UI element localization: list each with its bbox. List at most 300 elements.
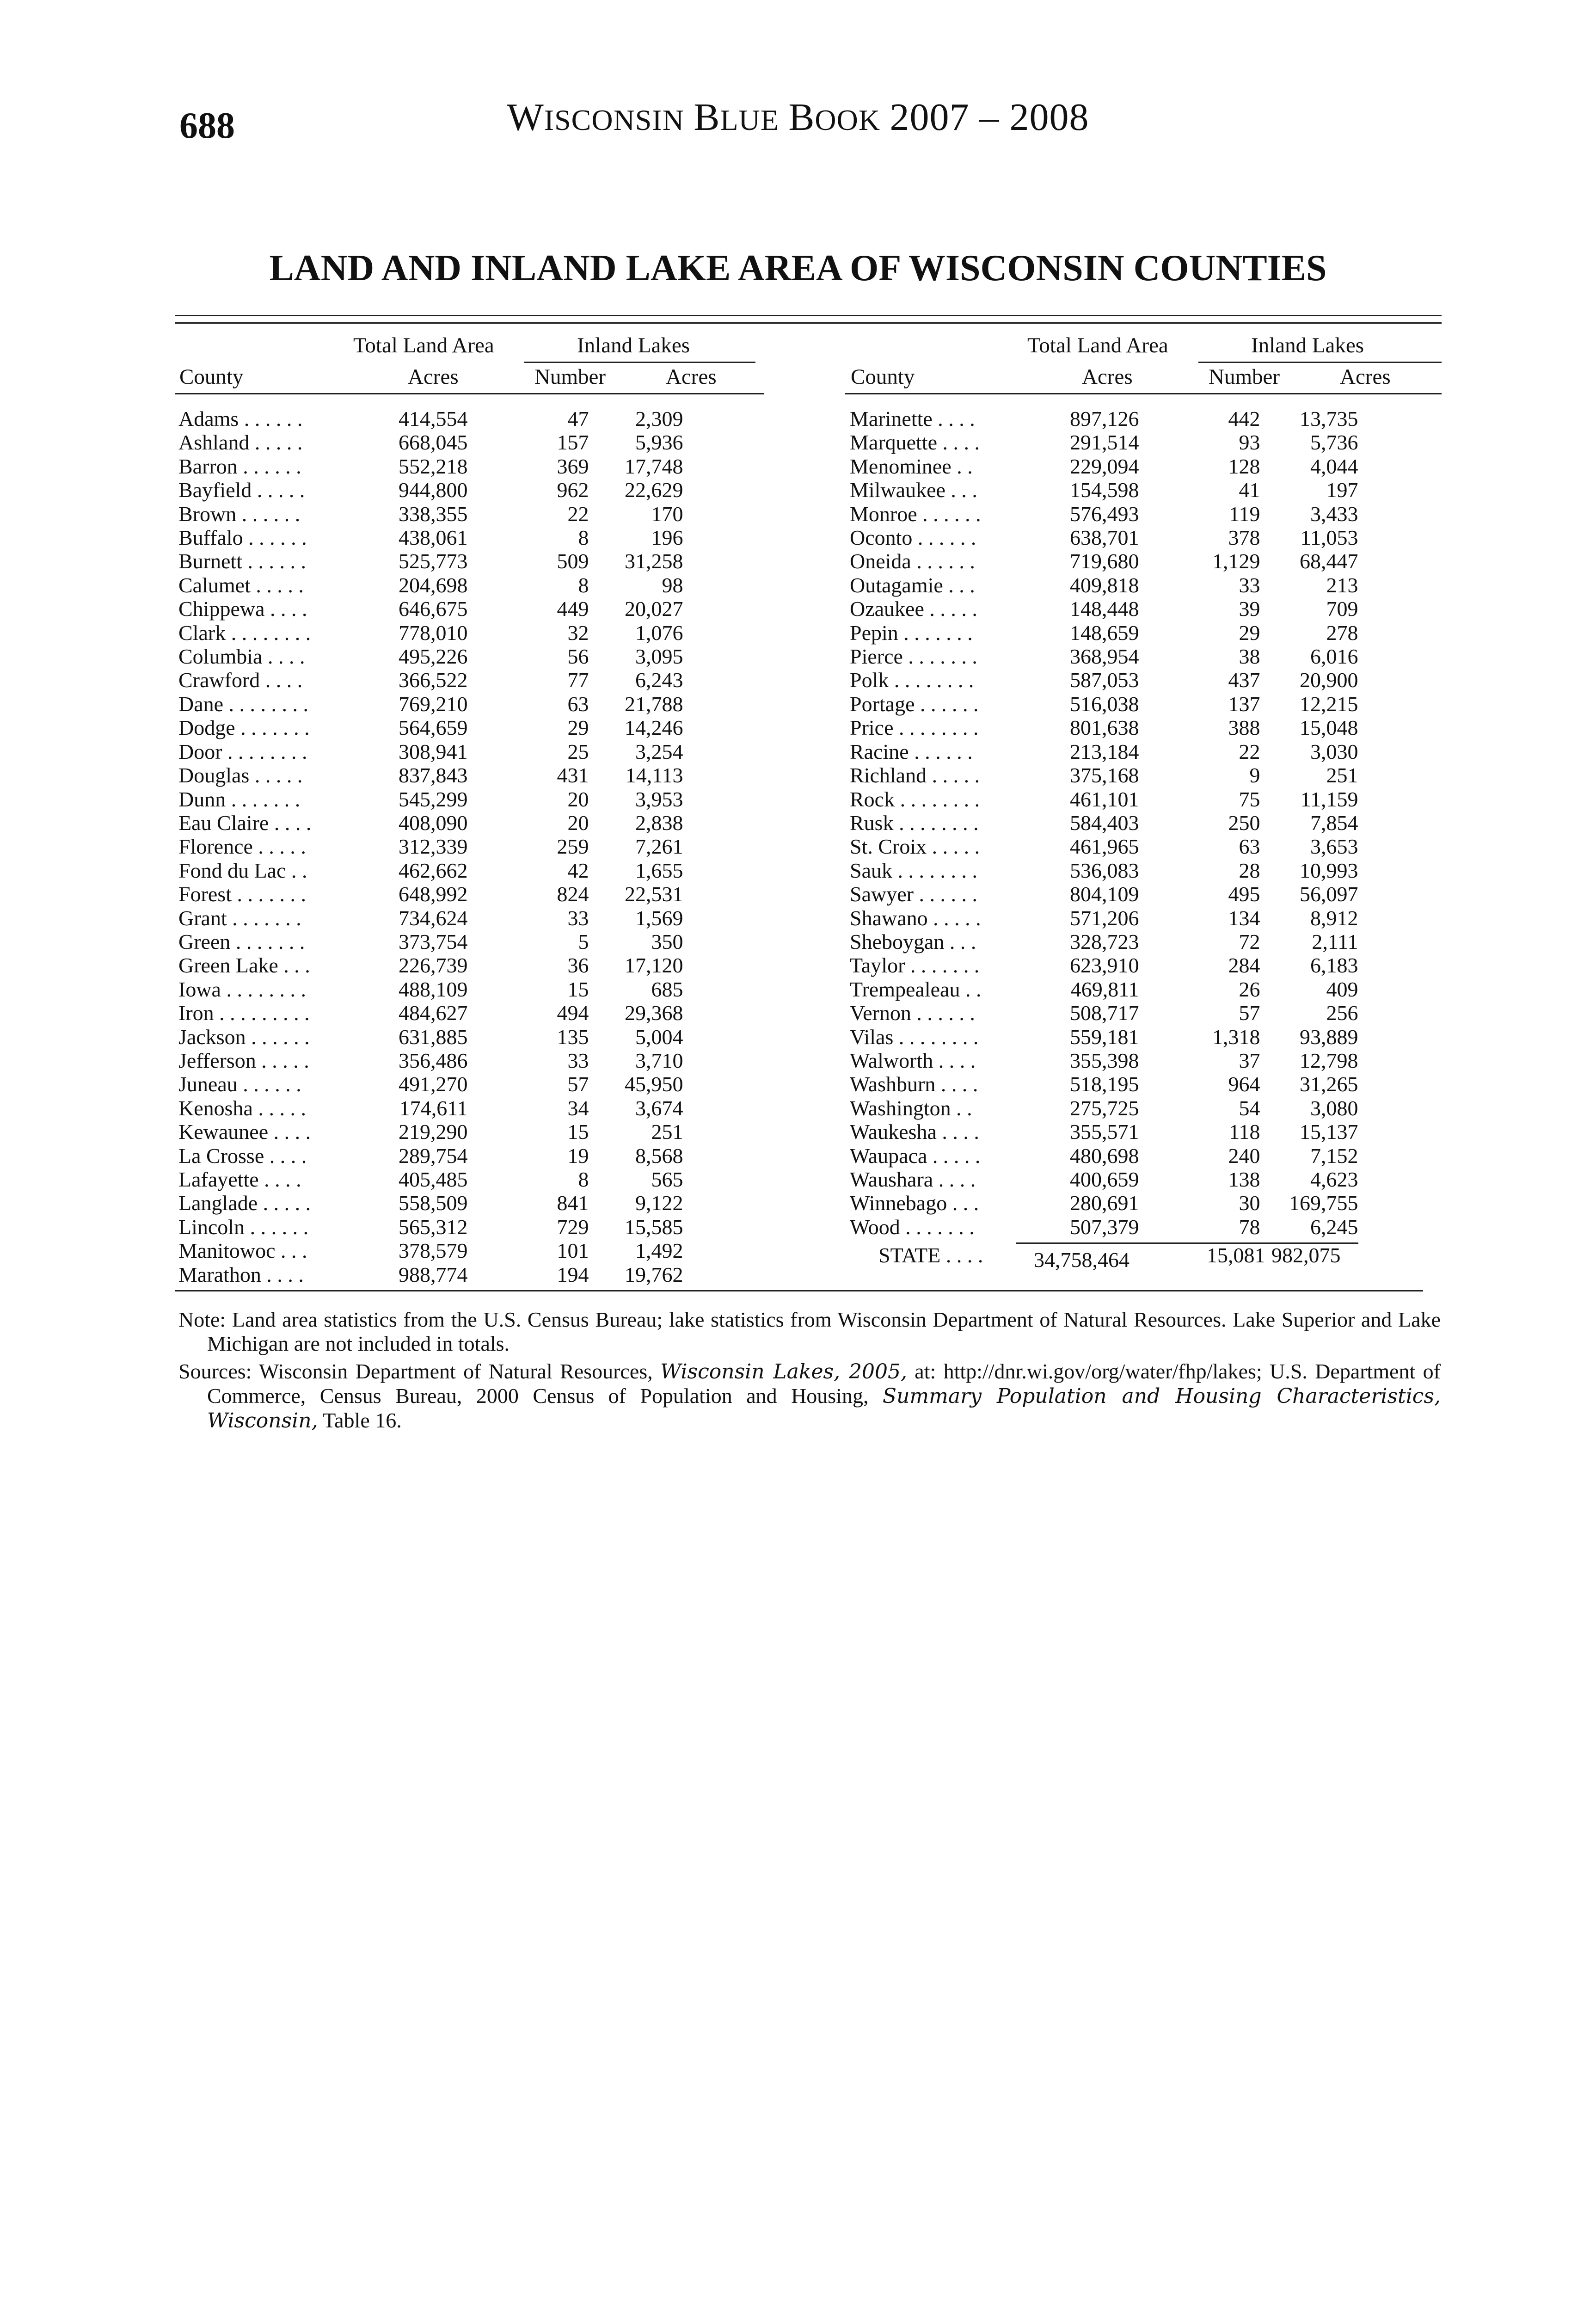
- table-row: [850, 526, 1358, 549]
- land-acres-cell: 508,717: [1070, 1001, 1139, 1025]
- land-acres-cell: 734,624: [399, 906, 468, 930]
- table-row: [178, 811, 683, 835]
- table-title: LAND AND INLAND LAKE AREA OF WISCONSIN COUNTIES: [269, 248, 1327, 289]
- county-cell: Menominee . .: [850, 454, 973, 478]
- land-acres-cell: 778,010: [399, 621, 468, 645]
- land-acres-cell: 148,448: [1070, 597, 1139, 621]
- lake-acres-cell: 709: [1326, 597, 1358, 621]
- land-acres-cell: 368,954: [1070, 645, 1139, 669]
- county-cell: Door . . . . . . . .: [178, 739, 307, 763]
- county-cell: Chippewa . . . .: [178, 597, 307, 621]
- land-acres-cell: 623,910: [1070, 953, 1139, 978]
- land-acres-cell: 204,698: [399, 573, 468, 597]
- table-row: [850, 1191, 1358, 1215]
- right-header-total-land-area: Total Land Area: [1027, 333, 1168, 357]
- lake-acres-cell: 98: [662, 573, 683, 597]
- lake-number-cell: 63: [1239, 835, 1260, 859]
- lake-number-cell: 30: [1239, 1191, 1260, 1215]
- lake-acres-cell: 3,080: [1310, 1096, 1358, 1120]
- lake-number-cell: 431: [557, 763, 589, 787]
- lake-acres-cell: 14,246: [625, 716, 683, 740]
- lake-acres-cell: 6,243: [635, 668, 683, 692]
- county-cell: Oconto . . . . . .: [850, 526, 976, 550]
- table-row: [850, 1025, 1358, 1049]
- table-row: [178, 455, 683, 478]
- table-row: [178, 502, 683, 526]
- land-acres-cell: 461,101: [1070, 787, 1139, 811]
- table-row: [850, 668, 1358, 692]
- lake-number-cell: 77: [567, 668, 589, 692]
- lake-number-cell: 33: [1239, 573, 1260, 597]
- left-header: [178, 333, 764, 397]
- lake-acres-cell: 11,053: [1300, 526, 1358, 550]
- table-row: [178, 953, 683, 977]
- right-header-county: County: [851, 365, 915, 389]
- county-cell: Clark . . . . . . . .: [178, 621, 311, 645]
- table-row: [850, 430, 1358, 454]
- table-row: [850, 1001, 1358, 1025]
- land-acres-cell: 484,627: [399, 1001, 468, 1025]
- lake-number-cell: 33: [567, 906, 589, 930]
- county-cell: Marquette . . . .: [850, 430, 980, 455]
- lake-number-cell: 54: [1239, 1096, 1260, 1120]
- lake-acres-cell: 9,122: [635, 1191, 683, 1215]
- lake-number-cell: 138: [1228, 1168, 1260, 1191]
- county-cell: Portage . . . . . .: [850, 692, 979, 716]
- table-row: [850, 1096, 1358, 1120]
- lake-acres-cell: 6,183: [1310, 953, 1358, 978]
- county-cell: Grant . . . . . . .: [178, 906, 301, 930]
- land-acres-cell: 559,181: [1070, 1025, 1139, 1049]
- lake-number-cell: 34: [567, 1096, 589, 1120]
- lake-number-cell: 29: [1239, 621, 1260, 645]
- lake-acres-cell: 213: [1326, 573, 1358, 597]
- table-row: [178, 1263, 683, 1286]
- lake-number-cell: 19: [567, 1144, 589, 1168]
- county-cell: Rusk . . . . . . . .: [850, 811, 979, 835]
- lake-number-cell: 5: [578, 929, 589, 953]
- county-cell: Waukesha . . . .: [850, 1120, 979, 1144]
- table-row: [178, 740, 683, 763]
- lake-acres-cell: 197: [1326, 478, 1358, 502]
- lake-number-cell: 134: [1228, 906, 1260, 930]
- lake-number-cell: 57: [567, 1072, 589, 1096]
- land-acres-cell: 291,514: [1070, 430, 1139, 455]
- land-acres-cell: 414,554: [399, 407, 468, 430]
- lake-acres-cell: 14,113: [625, 763, 683, 787]
- county-cell: Marathon . . . .: [178, 1262, 304, 1286]
- table-row: [850, 502, 1358, 526]
- table-row: [850, 882, 1358, 906]
- note-text: Note: Land area statistics from the U.S. Census Bureau; lake statistics from Wisconsin Department of Natural Resources. Lake Superior and Lake Michigan are not included in totals.: [178, 1308, 1441, 1355]
- land-acres-cell: 507,379: [1070, 1215, 1139, 1239]
- lake-acres-cell: 6,016: [1310, 645, 1358, 669]
- lake-acres-cell: 251: [651, 1120, 683, 1144]
- table-row: [178, 1049, 683, 1072]
- lake-acres-cell: 5,004: [635, 1025, 683, 1049]
- table-row: [850, 1215, 1358, 1239]
- lake-acres-cell: 251: [1326, 763, 1358, 787]
- lake-acres-cell: 409: [1326, 977, 1358, 1001]
- left-header-inland-rule: [524, 362, 755, 363]
- right-header-number: Number: [1209, 365, 1280, 389]
- table-row: [850, 763, 1358, 787]
- lake-acres-cell: 11,159: [1300, 787, 1358, 811]
- county-cell: Brown . . . . . .: [178, 502, 301, 526]
- lake-number-cell: 119: [1229, 502, 1260, 526]
- lake-number-cell: 29: [567, 716, 589, 740]
- table-row: [178, 978, 683, 1001]
- table-row: [178, 835, 683, 858]
- county-cell: Douglas . . . . .: [178, 763, 303, 787]
- running-head: [0, 98, 1596, 137]
- land-acres-cell: 516,038: [1070, 692, 1139, 716]
- lake-number-cell: 72: [1239, 929, 1260, 953]
- table-row: [178, 882, 683, 906]
- right-table-body: [850, 407, 1358, 1239]
- lake-acres-cell: 685: [651, 977, 683, 1001]
- lake-acres-cell: 4,623: [1310, 1168, 1358, 1191]
- land-acres-cell: 154,598: [1070, 478, 1139, 502]
- table-row: [850, 930, 1358, 953]
- lake-number-cell: 33: [567, 1048, 589, 1072]
- county-cell: Columbia . . . .: [178, 645, 305, 669]
- land-acres-cell: 801,638: [1070, 716, 1139, 740]
- lake-number-cell: 22: [1239, 739, 1260, 763]
- county-cell: Eau Claire . . . .: [178, 811, 312, 835]
- lake-number-cell: 56: [567, 645, 589, 669]
- land-acres-cell: 719,680: [1070, 549, 1139, 573]
- land-acres-cell: 356,486: [399, 1048, 468, 1072]
- lake-number-cell: 63: [567, 692, 589, 716]
- table-row: [850, 1072, 1358, 1096]
- lake-acres-cell: 169,755: [1289, 1191, 1358, 1215]
- sources-text: [178, 1359, 1441, 1433]
- lake-acres-cell: 170: [651, 502, 683, 526]
- land-acres-cell: 584,403: [1070, 811, 1139, 835]
- county-cell: Lincoln . . . . . .: [178, 1215, 309, 1239]
- lake-acres-cell: 17,120: [625, 953, 683, 978]
- table-row: [850, 573, 1358, 597]
- lake-acres-cell: 20,027: [625, 597, 683, 621]
- table-right-half: [850, 333, 1441, 1280]
- lake-acres-cell: 15,585: [625, 1215, 683, 1239]
- lake-number-cell: 509: [557, 549, 589, 573]
- table-row: [178, 906, 683, 930]
- land-acres-cell: 631,885: [399, 1025, 468, 1049]
- right-header-lake-acres: Acres: [1340, 365, 1391, 389]
- lake-acres-cell: 10,993: [1300, 858, 1358, 882]
- running-head-w2-cap: B: [694, 96, 720, 139]
- lake-number-cell: 494: [557, 1001, 589, 1025]
- county-cell: Dunn . . . . . . .: [178, 787, 301, 811]
- county-cell: Dodge . . . . . . .: [178, 716, 310, 740]
- county-cell: Jefferson . . . . .: [178, 1048, 309, 1072]
- county-cell: Vilas . . . . . . . .: [850, 1025, 979, 1049]
- lake-number-cell: 93: [1239, 430, 1260, 455]
- lake-acres-cell: 8,912: [1310, 906, 1358, 930]
- land-acres-cell: 275,725: [1070, 1096, 1139, 1120]
- lake-acres-cell: 3,030: [1310, 739, 1358, 763]
- lake-number-cell: 240: [1228, 1144, 1260, 1168]
- lake-number-cell: 75: [1239, 787, 1260, 811]
- right-header-acres: Acres: [1082, 365, 1133, 389]
- table-row: [850, 1120, 1358, 1144]
- land-acres-cell: 408,090: [399, 811, 468, 835]
- lake-acres-cell: 278: [1326, 621, 1358, 645]
- table-row: [178, 1001, 683, 1025]
- land-acres-cell: 571,206: [1070, 906, 1139, 930]
- lake-number-cell: 135: [557, 1025, 589, 1049]
- lake-number-cell: 437: [1228, 668, 1260, 692]
- right-header: [850, 333, 1441, 397]
- lake-number-cell: 42: [567, 858, 589, 882]
- lake-acres-cell: 565: [651, 1168, 683, 1191]
- table-row: [178, 645, 683, 668]
- land-acres-cell: 897,126: [1070, 407, 1139, 430]
- state-lake-number: 15,081: [1207, 1243, 1265, 1267]
- lake-number-cell: 284: [1228, 953, 1260, 978]
- lake-acres-cell: 56,097: [1300, 882, 1358, 906]
- land-acres-cell: 312,339: [399, 835, 468, 859]
- lake-acres-cell: 1,076: [635, 621, 683, 645]
- table-row: [178, 549, 683, 573]
- lake-acres-cell: 5,736: [1310, 430, 1358, 455]
- county-cell: Trempealeau . .: [850, 977, 982, 1001]
- lake-acres-cell: 3,674: [635, 1096, 683, 1120]
- land-acres-cell: 355,571: [1070, 1120, 1139, 1144]
- land-acres-cell: 558,509: [399, 1191, 468, 1215]
- table-top-rule-1: [175, 315, 1442, 316]
- table-row: [178, 716, 683, 739]
- table-row: [850, 645, 1358, 668]
- running-head-w1-cap: W: [507, 96, 544, 139]
- table-row: [850, 478, 1358, 502]
- land-acres-cell: 518,195: [1070, 1072, 1139, 1096]
- county-cell: Richland . . . . .: [850, 763, 980, 787]
- table-row: [178, 621, 683, 645]
- county-cell: Lafayette . . . .: [178, 1168, 301, 1191]
- land-acres-cell: 213,184: [1070, 739, 1139, 763]
- county-cell: Green Lake . . .: [178, 953, 310, 978]
- table-row: [178, 573, 683, 597]
- table-row: [850, 1049, 1358, 1072]
- lake-acres-cell: 22,531: [625, 882, 683, 906]
- left-data-table: [178, 407, 683, 1286]
- table-left-half: [178, 333, 764, 1286]
- land-acres-cell: 229,094: [1070, 454, 1139, 478]
- running-head-w1-rest: ISCONSIN: [544, 104, 684, 136]
- lake-number-cell: 32: [567, 621, 589, 645]
- county-cell: Taylor . . . . . . .: [850, 953, 980, 978]
- lake-number-cell: 8: [578, 573, 589, 597]
- table-row: [178, 407, 683, 430]
- land-acres-cell: 438,061: [399, 526, 468, 550]
- county-cell: Dane . . . . . . . .: [178, 692, 309, 716]
- table-row: [178, 668, 683, 692]
- land-acres-cell: 328,723: [1070, 929, 1139, 953]
- land-acres-cell: 536,083: [1070, 858, 1139, 882]
- lake-acres-cell: 29,368: [625, 1001, 683, 1025]
- county-cell: Vernon . . . . . .: [850, 1001, 975, 1025]
- county-cell: Adams . . . . . .: [178, 407, 303, 430]
- page-number: 688: [179, 105, 235, 146]
- lake-number-cell: 38: [1239, 645, 1260, 669]
- county-cell: Ashland . . . . .: [178, 430, 303, 455]
- lake-number-cell: 9: [1249, 763, 1260, 787]
- county-cell: Ozaukee . . . . .: [850, 597, 977, 621]
- lake-number-cell: 137: [1228, 692, 1260, 716]
- land-acres-cell: 375,168: [1070, 763, 1139, 787]
- lake-number-cell: 442: [1228, 407, 1260, 430]
- table-row: [850, 1144, 1358, 1168]
- state-lake-acres: 982,075: [1271, 1243, 1341, 1267]
- lake-number-cell: 128: [1228, 454, 1260, 478]
- table-row: [850, 811, 1358, 835]
- running-head-w3-cap: B: [788, 96, 815, 139]
- lake-acres-cell: 196: [651, 526, 683, 550]
- county-cell: Outagamie . . .: [850, 573, 975, 597]
- sources-title-2: Summary Population and Housing Characteristics, Wisconsin,: [207, 1384, 1441, 1433]
- lake-acres-cell: 15,048: [1300, 716, 1358, 740]
- lake-acres-cell: 19,762: [625, 1262, 683, 1286]
- lake-number-cell: 36: [567, 953, 589, 978]
- county-cell: Shawano . . . . .: [850, 906, 981, 930]
- table-notes: [178, 1308, 1441, 1437]
- county-cell: Buffalo . . . . . .: [178, 526, 307, 550]
- lake-number-cell: 729: [557, 1215, 589, 1239]
- running-head-w3-rest: OOK: [815, 104, 881, 136]
- land-acres-cell: 461,965: [1070, 835, 1139, 859]
- lake-acres-cell: 7,854: [1310, 811, 1358, 835]
- land-acres-cell: 564,659: [399, 716, 468, 740]
- lake-acres-cell: 1,655: [635, 858, 683, 882]
- county-cell: Iowa . . . . . . . .: [178, 977, 306, 1001]
- lake-acres-cell: 6,245: [1310, 1215, 1358, 1239]
- land-acres-cell: 400,659: [1070, 1168, 1139, 1191]
- sources-prefix: Sources: Wisconsin Department of Natural Resources,: [178, 1359, 660, 1383]
- county-cell: Waushara . . . .: [850, 1168, 976, 1191]
- land-acres-cell: 308,941: [399, 739, 468, 763]
- lake-number-cell: 369: [557, 454, 589, 478]
- right-header-inland-lakes: Inland Lakes: [1251, 333, 1364, 357]
- lake-acres-cell: 3,653: [1310, 835, 1358, 859]
- table-row: [178, 1191, 683, 1215]
- table-row: [850, 953, 1358, 977]
- table-row: [850, 859, 1358, 882]
- lake-acres-cell: 8,568: [635, 1144, 683, 1168]
- land-acres-cell: 378,579: [399, 1239, 468, 1263]
- county-cell: Pierce . . . . . . .: [850, 645, 977, 669]
- land-acres-cell: 462,662: [399, 858, 468, 882]
- table-bottom-rule: [175, 1290, 1423, 1291]
- lake-number-cell: 250: [1228, 811, 1260, 835]
- right-data-table: [850, 407, 1358, 1239]
- table-row: [178, 430, 683, 454]
- county-cell: Iron . . . . . . . . .: [178, 1001, 310, 1025]
- table-row: [178, 930, 683, 953]
- land-acres-cell: 174,611: [399, 1096, 468, 1120]
- land-acres-cell: 638,701: [1070, 526, 1139, 550]
- lake-number-cell: 101: [557, 1239, 589, 1263]
- county-cell: Polk . . . . . . . .: [850, 668, 974, 692]
- county-cell: Washburn . . . .: [850, 1072, 978, 1096]
- lake-number-cell: 194: [557, 1262, 589, 1286]
- table-row: [178, 1072, 683, 1096]
- table-row: [178, 526, 683, 549]
- lake-acres-cell: 2,111: [1312, 929, 1358, 953]
- land-acres-cell: 646,675: [399, 597, 468, 621]
- county-cell: Sauk . . . . . . . .: [850, 858, 977, 882]
- county-cell: Marinette . . . .: [850, 407, 975, 430]
- lake-number-cell: 8: [578, 526, 589, 550]
- lake-acres-cell: 31,265: [1300, 1072, 1358, 1096]
- lake-acres-cell: 3,710: [635, 1048, 683, 1072]
- county-cell: Price . . . . . . . .: [850, 716, 979, 740]
- county-cell: Oneida . . . . . .: [850, 549, 975, 573]
- lake-acres-cell: 93,889: [1300, 1025, 1358, 1049]
- table-row: [178, 597, 683, 621]
- lake-number-cell: 824: [557, 882, 589, 906]
- table-row: [850, 787, 1358, 811]
- lake-number-cell: 20: [567, 787, 589, 811]
- left-header-county: County: [179, 365, 244, 389]
- lake-number-cell: 449: [557, 597, 589, 621]
- county-cell: Crawford . . . .: [178, 668, 303, 692]
- land-acres-cell: 576,493: [1070, 502, 1139, 526]
- county-cell: Sheboygan . . .: [850, 929, 976, 953]
- table-row: [178, 1215, 683, 1239]
- county-cell: Forest . . . . . . .: [178, 882, 306, 906]
- land-acres-cell: 373,754: [399, 929, 468, 953]
- lake-number-cell: 1,129: [1212, 549, 1260, 573]
- lake-acres-cell: 7,261: [635, 835, 683, 859]
- lake-number-cell: 57: [1239, 1001, 1260, 1025]
- county-cell: Walworth . . . .: [850, 1048, 976, 1072]
- lake-acres-cell: 31,258: [625, 549, 683, 573]
- table-row: [178, 1239, 683, 1262]
- county-cell: Fond du Lac . .: [178, 858, 307, 882]
- table-row: [850, 597, 1358, 621]
- lake-acres-cell: 12,798: [1300, 1048, 1358, 1072]
- land-acres-cell: 837,843: [399, 763, 468, 787]
- lake-acres-cell: 1,492: [635, 1239, 683, 1263]
- state-land-acres: 34,758,464: [1034, 1248, 1129, 1272]
- land-acres-cell: 280,691: [1070, 1191, 1139, 1215]
- land-acres-cell: 988,774: [399, 1262, 468, 1286]
- left-header-acres: Acres: [408, 365, 459, 389]
- lake-acres-cell: 1,569: [635, 906, 683, 930]
- lake-number-cell: 378: [1228, 526, 1260, 550]
- county-cell: Calumet . . . . .: [178, 573, 304, 597]
- lake-number-cell: 118: [1229, 1120, 1260, 1144]
- land-acres-cell: 491,270: [399, 1072, 468, 1096]
- county-cell: Green . . . . . . .: [178, 929, 305, 953]
- lake-number-cell: 259: [557, 835, 589, 859]
- lake-acres-cell: 3,095: [635, 645, 683, 669]
- sources-title-1: Wisconsin Lakes, 2005,: [660, 1360, 907, 1384]
- lake-number-cell: 28: [1239, 858, 1260, 882]
- land-acres-cell: 219,290: [399, 1120, 468, 1144]
- lake-acres-cell: 5,936: [635, 430, 683, 455]
- land-acres-cell: 355,398: [1070, 1048, 1139, 1072]
- lake-number-cell: 25: [567, 739, 589, 763]
- table-row: [178, 1120, 683, 1144]
- land-acres-cell: 495,226: [399, 645, 468, 669]
- county-cell: Jackson . . . . . .: [178, 1025, 310, 1049]
- county-cell: Racine . . . . . .: [850, 739, 973, 763]
- lake-number-cell: 495: [1228, 882, 1260, 906]
